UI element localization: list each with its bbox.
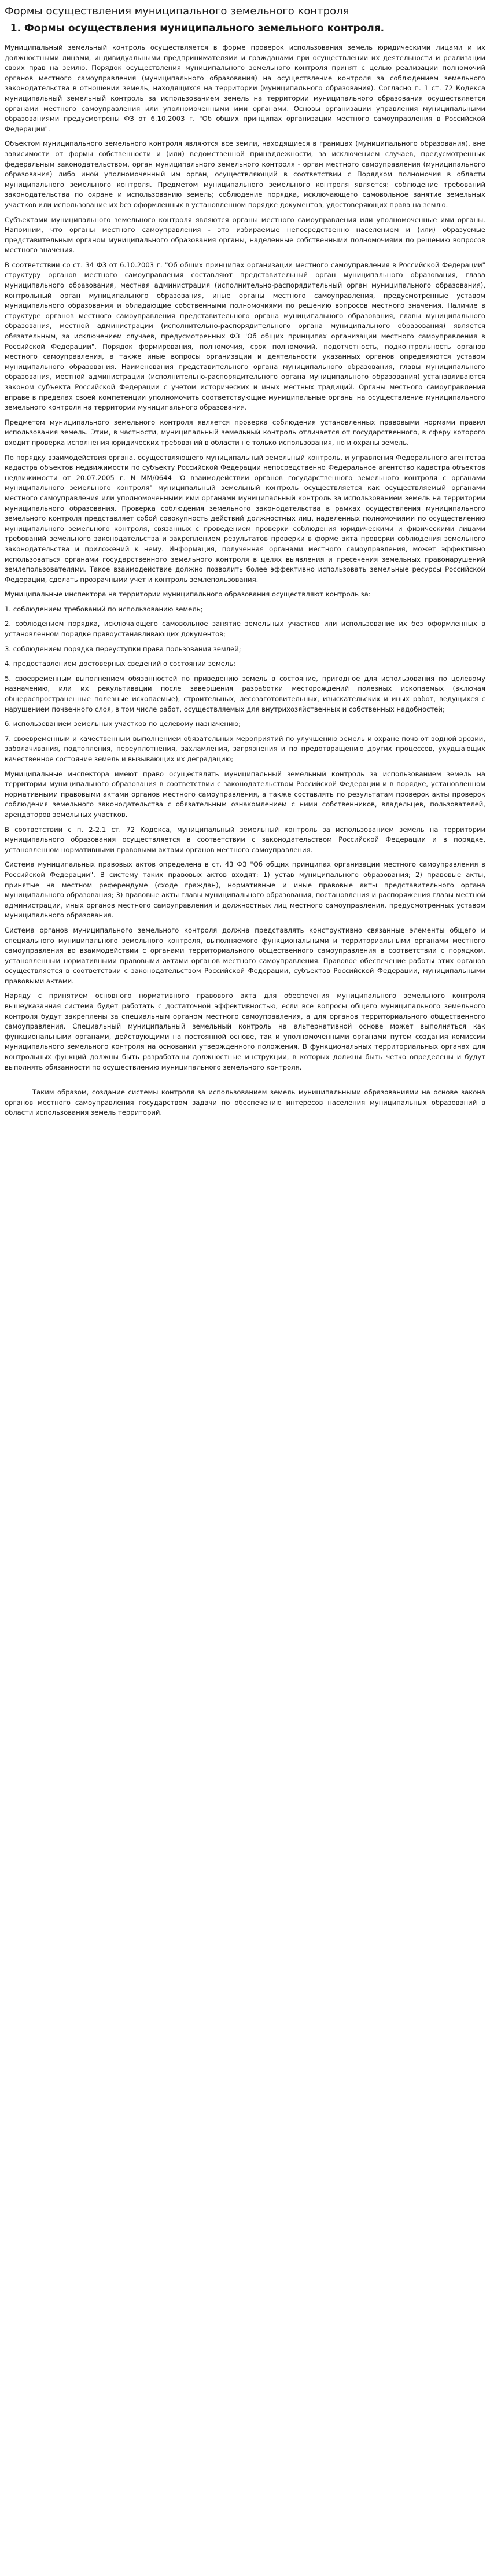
page-title: Формы осуществления муниципального земельного контроля xyxy=(5,5,349,17)
list-item: 6. использованием земельных участков по целевому назначению; xyxy=(5,720,241,728)
paragraph-organ-system: Система органов муниципального земельного контроля должна представлять конструктивно связанные элементы общего и специального муниципального земельного контроля, выполняемого функциональными и территориальными органами местного самоуправления во взаимодействии с органами территориального общественного самоуправления в соответствии с порядком, установленным нормативными правовыми актами органов местного самоуправления. Правовое обеспечение работы этих органов осуществляется в соответствии с законодательством Российской Федерации, субъектов Российской Федерации, муниципальными правовыми актами. xyxy=(5,926,485,985)
paragraph-code-reference: В соответствии с п. 2-2.1 ст. 72 Кодекса, муниципальный земельный контроль за использованием земель на территории муниципального образования осуществляется в соответствии с законодательством Российской Федерации и в порядке, установленном нормативными правовыми актами органов местного самоуправления. xyxy=(5,825,485,854)
paragraph-efficiency: Наряду с принятием основного нормативного правового акта для обеспечения муниципального земельного контроля вышеуказанная система будет работать с достаточной эффективностью, если все вопросы общего муниципального земельного контроля будут закреплены за специальным органом местного самоуправления, а для органов территориального общественного самоуправления. Специальный муниципальный земельный контроль на альтернативной основе может выполняться как функциональными органами, действующими на постоянной основе, так и уполномоченными органами путем создания комиссии муниципального земельного контроля на основании утвержденного положения. В функциональных территориальных органах для контрольных функций должны быть разработаны должностные инструкции, в которых должны быть четко определены и будут выполнять обязанности по осуществлению муниципального земельного контроля. xyxy=(5,992,485,1071)
list-item: 5. своевременным выполнением обязанностей по приведению земель в состояние, пригодное для использования по целевому назначению, или их рекультивации после завершения разработки месторождений полезных ископаемых (включая общераспространенные полезные ископаемые), строительных, лесозаготовительных, изыскательских и иных работ, ведущихся с нарушением почвенного слоя, в том числе работ, осуществляемых для внутрихозяйственных и собственных надобностей; xyxy=(5,674,485,713)
list-item: 7. своевременным и качественным выполнением обязательных мероприятий по улучшению земель и охране почв от водной эрозии, заболачивания, подтопления, переуплотнения, захламления, загрязнения и по предотвращению других процессов, ухудшающих качественное состояние земель и вызывающих их деградацию; xyxy=(5,734,485,763)
control-list xyxy=(5,605,485,765)
list-item: 1. соблюдением требований по использованию земель; xyxy=(5,605,203,613)
paragraph-legal-acts: Система муниципальных правовых актов определена в ст. 43 ФЗ "Об общих принципах организации местного самоуправления в Российской Федерации". В систему таких правовых актов входят: 1) устав муниципального образования; 2) правовые акты, принятые на местном референдуме (сходе граждан), нормативные и иные правовые акты представительного органа муниципального образования; 3) правовые акты главы муниципального образования, постановления и распоряжения главы местной администрации, иных органов местного самоуправления и должностных лиц местного самоуправления, предусмотренных уставом муниципального образования. xyxy=(5,860,485,920)
document-page xyxy=(0,0,490,1134)
paragraph-conclusion: Таким образом, создание системы контроля за использованием земель муниципальными образованиями на основе закона органов местного самоуправления государством задачи по обеспечению интересов населения муниципальных образований в области использования земель территорий. xyxy=(5,1088,485,1117)
paragraph-subject-matter: Предметом муниципального земельного контроля является проверка соблюдения установленных правовыми нормами правил использования земель. Этим, в частности, муниципальный земельный контроль отличается от государственного, в сферу которого входит проверка исполнения юридических требований в области не только использования, но и охраны земель. xyxy=(5,418,485,447)
table-of-contents xyxy=(5,22,485,35)
paragraph-object: Объектом муниципального земельного контроля являются все земли, находящиеся в границах (муниципального образования), вне зависимости от формы собственности и (или) ведомственной принадлежности, за исключением случаев, предусмотренных федеральным законодательством, орган муниципального земельного контроля - орган местного самоуправления (муниципального образования) либо иной уполномоченный им орган, осуществляющий в соответствии с Порядком полномочия в области муниципального земельного контроля. Предметом муниципального земельного контроля является: соблюдение требований законодательства по охране и использованию земель; соблюдение порядка, исключающего самовольное занятие земельных участков или использование их без оформленных в установленном порядке документов, удостоверяющих права на землю. xyxy=(5,139,485,209)
paragraph-interaction: По порядку взаимодействия органа, осуществляющего муниципальный земельный контроль, и управления Федерального агентства кадастра объектов недвижимости по субъекту Российской Федерации непосредственно Федеральное агентство кадастра объектов недвижимости от 20.07.2005 г. N ММ/0644 "О взаимодействии органов государственного земельного контроля с органами муниципального земельного контроля" муниципальный земельный контроль осуществляется как осуществляемый органами местного самоуправления или уполномоченными ими органами муниципальный контроль за использованием земель на территории муниципального образования. Проверка соблюдения земельного законодательства в рамках осуществления муниципального земельного контроля представляет собой совокупность действий должностных лиц, наделенных полномочиями по осуществлению муниципального земельного контроля, связанных с проведением проверки соблюдения юридическими и физическими лицами требований земельного законодательства и закреплением результатов проверки в форме акта проверки соблюдения земельного законодательства и приложений к нему. Информация, полученная органами местного самоуправления, может эффективно использоваться органами государственного земельного контроля в целях выявления и пресечения земельных правонарушений землепользователями. Такое взаимодействие должно позволить более эффективно использовать земельные ресурсы Российской Федерации, сделать прозрачными учет и контроль землепользования. xyxy=(5,453,485,584)
paragraph-inspectors: Муниципальные инспектора на территории муниципального образования осуществляют контроль за: xyxy=(5,590,371,599)
list-item: 2. соблюдением порядка, исключающего самовольное занятие земельных участков или использование их без оформленных в установленном порядке правоустанавливающих документов; xyxy=(5,620,485,639)
toc-item: 1. Формы осуществления муниципального земельного контроля. xyxy=(24,22,485,35)
paragraph-intro: Муниципальный земельный контроль осуществляется в форме проверок использования земель юридическими лицами и их должностными лицами, индивидуальными предпринимателями и гражданами при осуществлении их деятельности и реализации своих прав на землю. Порядок осуществления муниципального земельного контроля принят с целью реализации полномочий органов местного самоуправления (муниципального образования) на осуществление контроля за соблюдением земельного законодательства в отношении земель, находящихся на территории (муниципального образования). Согласно п. 1 ст. 72 Кодекса муниципальный земельный контроль за использованием земель на территории муниципального образования осуществляется органами местного самоуправления или уполномоченными ими органами. Основы организации управления муниципальными образованиями предусмотрены ФЗ от 6.10.2003 г. "Об общих принципах организации местного самоуправления в Российской Федерации". xyxy=(5,43,485,133)
paragraph-inspector-rights: Муниципальные инспектора имеют право осуществлять муниципальный земельный контроль за использованием земель на территории муниципального образования в соответствии с законодательством Российской Федерации и в порядке, установленном нормативными правовыми актами органов местного самоуправления, а также составлять по результатам проверок акты проверок соблюдения земельного законодательства с обязательным ознакомлением с ними собственников, владельцев, пользователей, арендаторов земельных участков. xyxy=(5,769,485,819)
list-item: 3. соблюдением порядка переуступки права пользования землей; xyxy=(5,644,241,653)
paragraph-structure: В соответствии со ст. 34 ФЗ от 6.10.2003 г. "Об общих принципах организации местного самоуправления в Российской Федерации" структуру органов местного самоуправления составляют представительный орган муниципального образования, глава муниципального образования, местная администрация (исполнительно-распорядительный орган муниципального образования), контрольный орган муниципального образования, иные органы местного самоуправления, предусмотренные уставом муниципального образования и обладающие собственными полномочиями по решению вопросов местного значения. Наличие в структуре органов местного самоуправления представительного органа муниципального образования, главы муниципального образования, местной администрации (исполнительно-распорядительного органа муниципального образования) является обязательным, за исключением случаев, предусмотренных ФЗ "Об общих принципах организации местного самоуправления в Российской Федерации". Порядок формирования, полномочия, срок полномочий, подотчетность, подконтрольность органов местного самоуправления, а также иные вопросы организации и деятельности указанных органов определяются уставом муниципального образования. Наименования представительного органа муниципального образования, главы муниципального образования, местной администрации (исполнительно-распорядительного органа муниципального образования) устанавливаются законом субъекта Российской Федерации с учетом исторических и иных местных традиций. Органы местного самоуправления вправе в пределах своей компетенции уполномочить соответствующие муниципальные органы на осуществление муниципального земельного контроля на территории муниципального образования. xyxy=(5,260,485,412)
list-item: 4. предоставлением достоверных сведений о состоянии земель; xyxy=(5,659,236,668)
paragraph-subjects: Субъектами муниципального земельного контроля являются органы местного самоуправления или уполномоченные ими органы. Напомним, что органы местного самоуправления - это избираемые непосредственно населением и (или) образуемые представительным органом муниципального образования органы, наделенные собственными полномочиями по решению вопросов местного значения. xyxy=(5,215,485,255)
